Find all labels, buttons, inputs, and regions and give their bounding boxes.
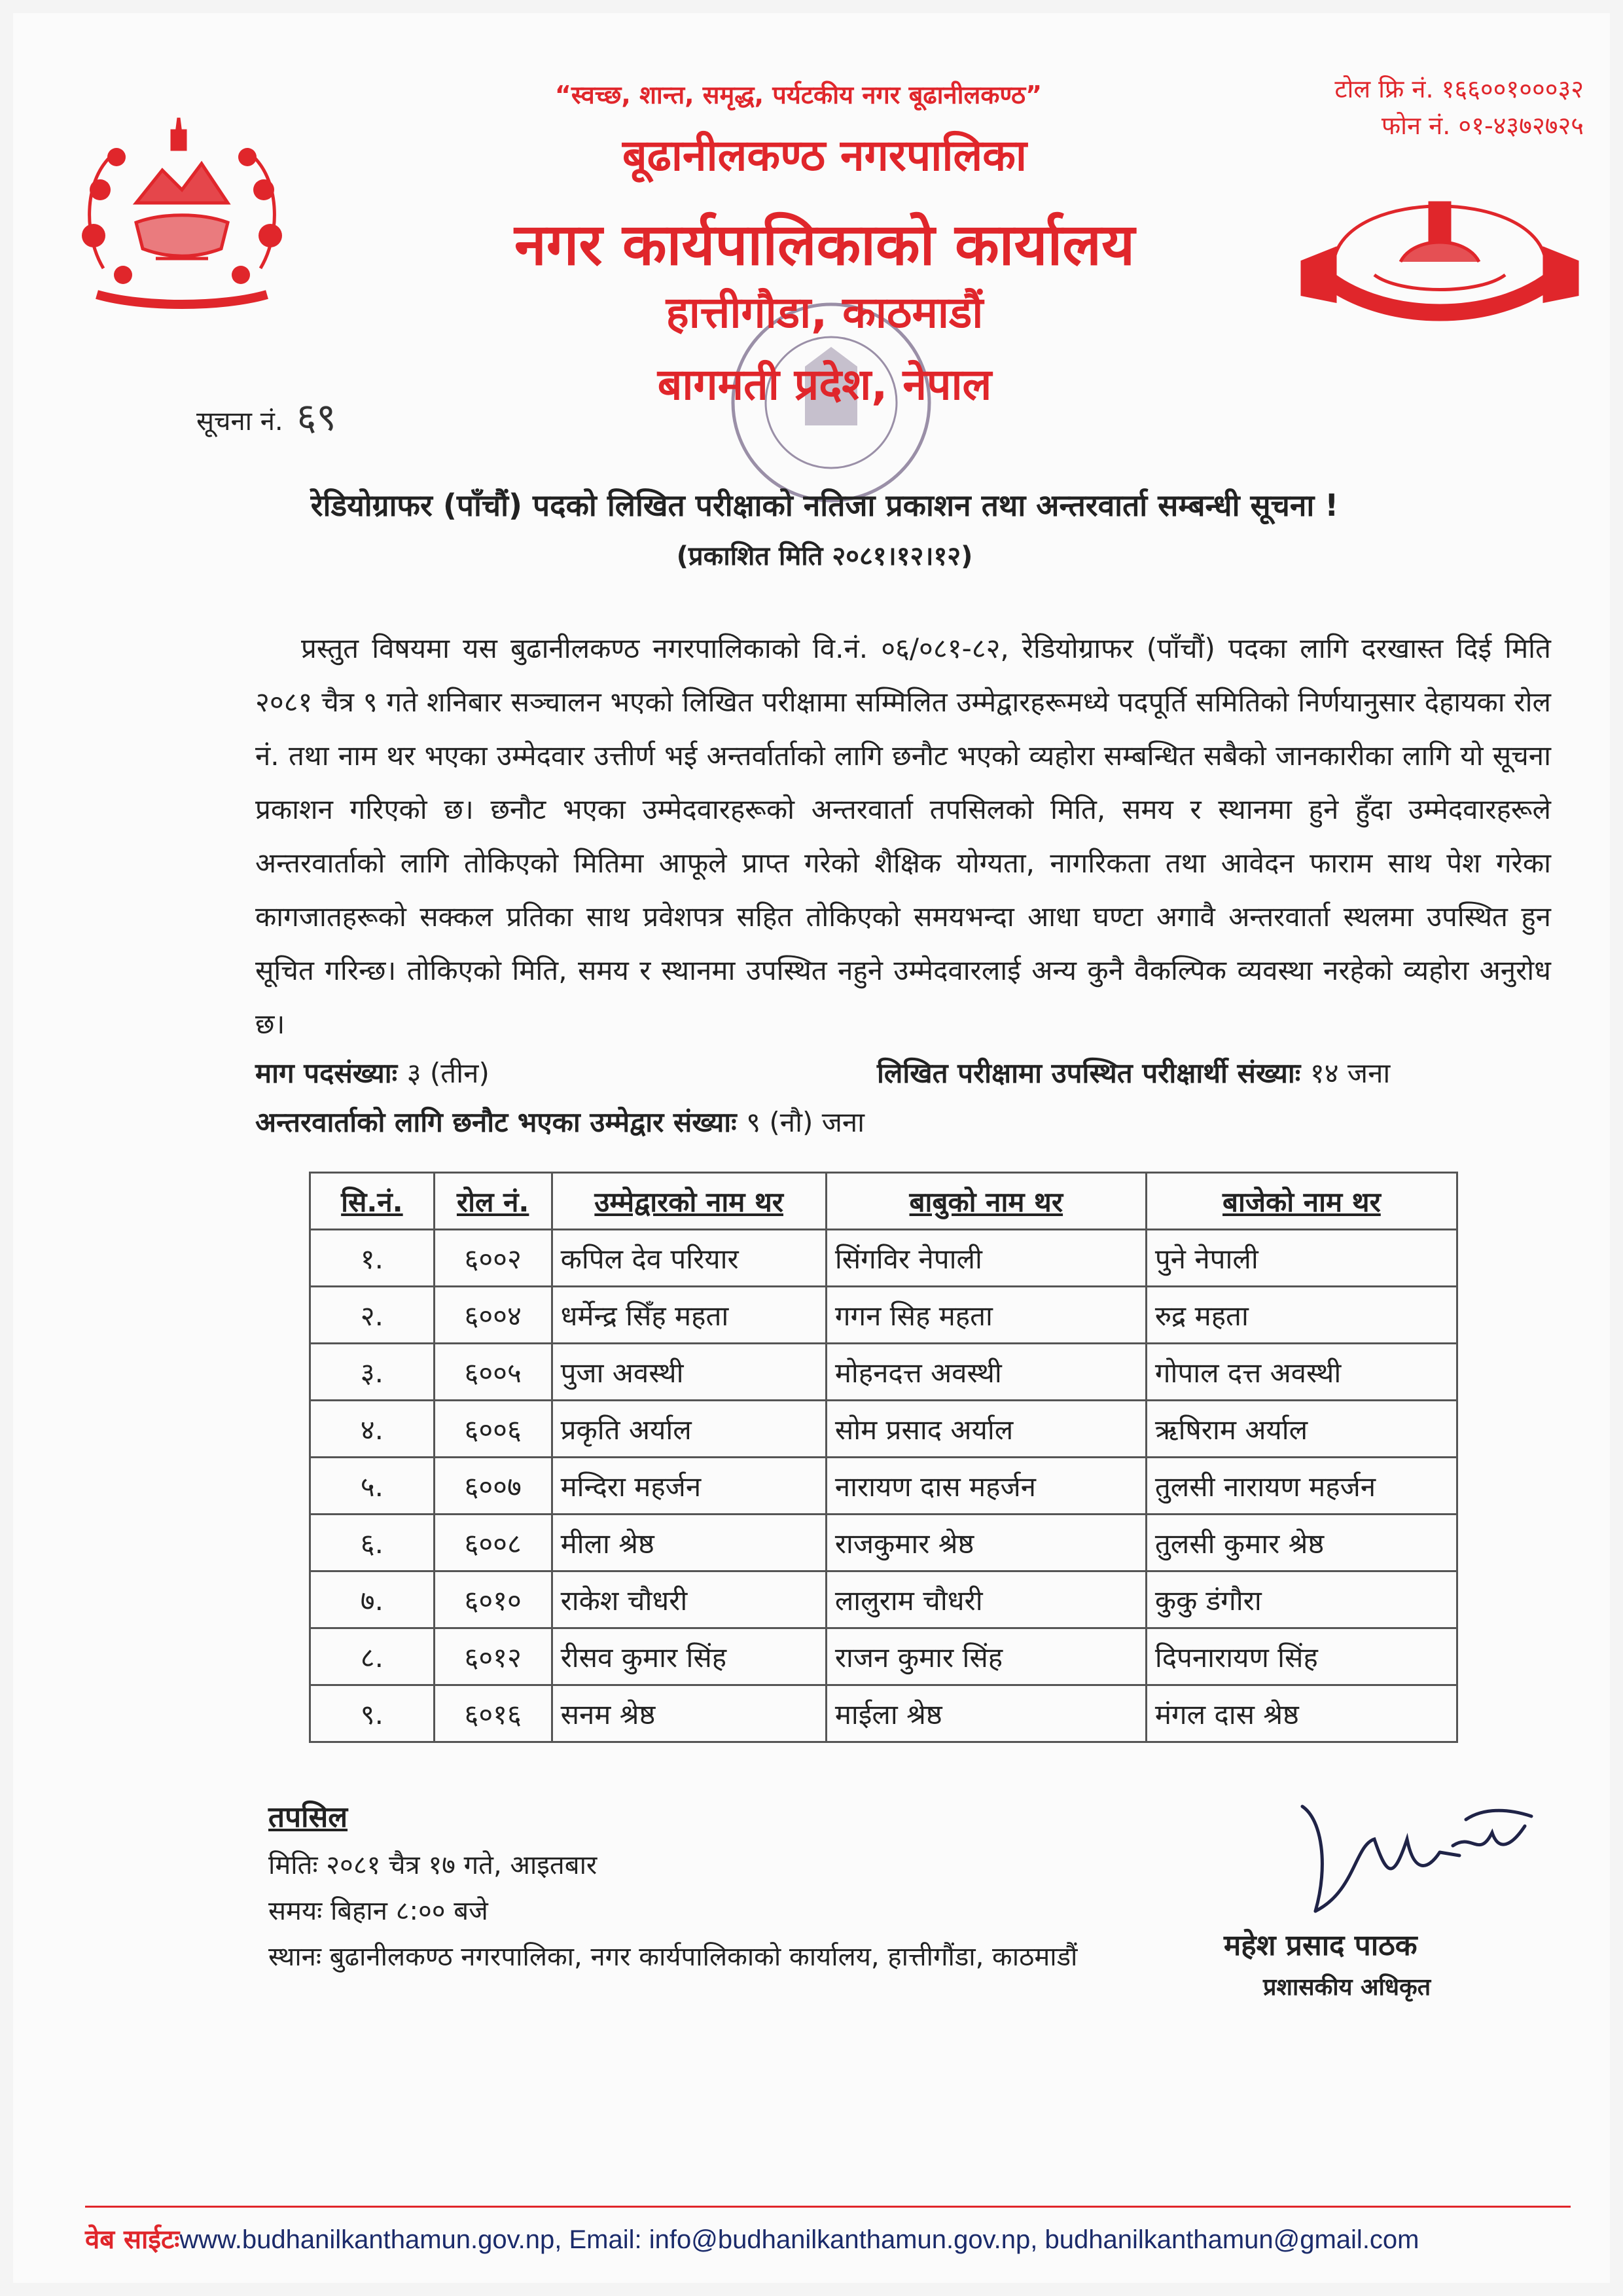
office-name: नगर कार्यपालिकाको कार्यालय — [514, 211, 1135, 278]
table-header-row — [310, 1173, 1457, 1230]
candidate-name-cell: मीला श्रेष्ठ — [552, 1515, 826, 1571]
table-row — [310, 1344, 1457, 1401]
office-address: हात्तीगौडा, काठमाडौं — [666, 287, 984, 338]
serial-cell: २. — [310, 1287, 435, 1344]
father-name-cell: गगन सिह महता — [826, 1287, 1146, 1344]
grandfather-name-cell: दिपनारायण सिंह — [1146, 1628, 1457, 1685]
notice-number-label: सूचना नं. — [196, 406, 283, 437]
father-name-cell: नारायण दास महर्जन — [826, 1458, 1146, 1515]
table-row — [310, 1515, 1457, 1571]
table-row — [310, 1685, 1457, 1742]
grandfather-name-cell: ऋषिराम अर्याल — [1146, 1401, 1457, 1458]
column-header: रोल नं. — [434, 1173, 552, 1230]
column-header: बाजेको नाम थर — [1146, 1173, 1457, 1230]
candidate-name-cell: मन्दिरा महर्जन — [552, 1458, 826, 1515]
table-row — [310, 1458, 1457, 1515]
father-name-cell: राजन कुमार सिंह — [826, 1628, 1146, 1685]
father-name-cell: माईला श्रेष्ठ — [826, 1685, 1146, 1742]
municipality-name: बूढानीलकण्ठ नगरपालिका — [622, 130, 1027, 181]
table-body — [310, 1230, 1457, 1742]
grandfather-name-cell: तुलसी नारायण महर्जन — [1146, 1458, 1457, 1515]
roll-number-cell: ६००४ — [434, 1287, 552, 1344]
father-name-cell: मोहनदत्त अवस्थी — [826, 1344, 1146, 1401]
roll-number-cell: ६०१० — [434, 1571, 552, 1628]
column-header: सि.नं. — [310, 1173, 435, 1230]
candidate-name-cell: राकेश चौधरी — [552, 1571, 826, 1628]
father-name-cell: लालुराम चौधरी — [826, 1571, 1146, 1628]
municipality-logo-icon — [1296, 164, 1584, 360]
table-row — [310, 1230, 1457, 1287]
serial-cell: ९. — [310, 1685, 435, 1742]
serial-cell: ६. — [310, 1515, 435, 1571]
roll-number-cell: ६००८ — [434, 1515, 552, 1571]
grandfather-name-cell: तुलसी कुमार श्रेष्ठ — [1146, 1515, 1457, 1571]
schedule-time: समयः बिहान ८:०० बजे — [268, 1896, 488, 1926]
candidate-name-cell: सनम श्रेष्ठ — [552, 1685, 826, 1742]
notice-subject: रेडियोग्राफर (पाँचौं) पदको लिखित परीक्षाको नतिजा प्रकाशन तथा अन्तरवार्ता सम्बन्धी सूचना ! — [310, 488, 1339, 523]
appeared-count-value: १४ जना — [1310, 1057, 1391, 1089]
column-header: बाबुको नाम थर — [826, 1173, 1146, 1230]
appeared-count — [877, 1054, 1390, 1091]
notice-number — [196, 389, 336, 441]
province-name: बागमती प्रदेश, नेपाल — [657, 359, 992, 410]
signatory-role: प्रशासकीय अधिकृत — [1263, 1974, 1431, 2001]
shortlisted-count — [255, 1103, 865, 1140]
serial-cell: ८. — [310, 1628, 435, 1685]
roll-number-cell: ६००७ — [434, 1458, 552, 1515]
grandfather-name-cell: मंगल दास श्रेष्ठ — [1146, 1685, 1457, 1742]
nepal-emblem-icon — [64, 105, 300, 327]
footer-divider — [85, 2206, 1571, 2208]
handwritten-signature-icon — [1276, 1780, 1551, 1931]
results-table — [309, 1172, 1458, 1743]
roll-number-cell: ६००५ — [434, 1344, 552, 1401]
toll-free-number: टोल फ्रि नं. १६६००१०००३२ — [1334, 75, 1584, 103]
table-row — [310, 1628, 1457, 1685]
posts-count-label: माग पदसंख्याः — [255, 1057, 398, 1089]
contact-info — [1243, 71, 1584, 144]
slogan: “स्वच्छ, शान्त, समृद्ध, पर्यटकीय नगर बूढानीलकण्ठ” — [554, 81, 1043, 109]
shortlisted-count-value: ९ (नौ) जना — [746, 1106, 865, 1138]
table-row — [310, 1571, 1457, 1628]
candidate-name-cell: कपिल देव परियार — [552, 1230, 826, 1287]
column-header: उम्मेद्वारको नाम थर — [552, 1173, 826, 1230]
schedule-title: तपसिल — [268, 1801, 348, 1834]
candidate-name-cell: पुजा अवस्थी — [552, 1344, 826, 1401]
candidate-name-cell: रीसव कुमार सिंह — [552, 1628, 826, 1685]
roll-number-cell: ६०१६ — [434, 1685, 552, 1742]
roll-number-cell: ६००२ — [434, 1230, 552, 1287]
father-name-cell: सोम प्रसाद अर्याल — [826, 1401, 1146, 1458]
footer-label: वेब साईटः — [85, 2225, 180, 2255]
serial-cell: ५. — [310, 1458, 435, 1515]
notice-body-text: प्रस्तुत विषयमा यस बुढानीलकण्ठ नगरपालिकाको वि.नं. ०६/०८१-८२, रेडियोग्राफर (पाँचौं) पदका लागि दरखास्त दिई मिति २०८१ चैत्र ९ गते शनिबार सञ्चालन भएको लिखित परीक्षामा सम्मिलित उम्मेद्वारहरूमध्ये पदपूर्ति समितिको निर्णयानुसार देहायका रोल नं. तथा नाम थर भएका उम्मेदवार उत्तीर्ण भई अन्तर्वार्ताको लागि छनौट भएको व्यहोरा सम्बन्धित सबैको जानकारीका लागि यो सूचना प्रकाशन गरिएको छ। छनौट भएका उम्मेदवारहरूको अन्तरवार्ता तपसिलको मिति, समय र स्थानमा हुने हुँदा उम्मेदवारहरूले अन्तरवार्ताको लागि तोकिएको मितिमा आफूले प्राप्त गरेको शैक्षिक योग्यता, नागरिकता तथा आवेदन फाराम साथ पेश गरेका कागजातहरूको सक्कल प्रतिका साथ प्रवेशपत्र सहित तोकिएको समयभन्दा आधा घण्टा अगावै अन्तरवार्ता स्थलमा उपस्थित हुन सूचित गरिन्छ। तोकिएको मिति, समय र स्थानमा उपस्थित नहुने उम्मेदवारलाई अन्य कुनै वैकल्पिक व्यवस्था नरहेको व्यहोरा अनुरोध छ। — [255, 632, 1551, 1040]
serial-cell: ४. — [310, 1401, 435, 1458]
father-name-cell: राजकुमार श्रेष्ठ — [826, 1515, 1146, 1571]
published-date: (प्रकाशित मिति २०८१।१२।१२) — [676, 541, 973, 571]
candidate-name-cell: प्रकृति अर्याल — [552, 1401, 826, 1458]
roll-number-cell: ६००६ — [434, 1401, 552, 1458]
shortlisted-count-label: अन्तरवार्ताको लागि छनौट भएका उम्मेद्वार संख्याः — [255, 1106, 737, 1138]
footer-links[interactable]: www.budhanilkanthamun.gov.np, Email: info@budhanilkanthamun.gov.np, budhanilkanthamun@gmail.com — [179, 2225, 1419, 2254]
grandfather-name-cell: रुद्र महता — [1146, 1287, 1457, 1344]
footer — [85, 2220, 1571, 2256]
grandfather-name-cell: पुने नेपाली — [1146, 1230, 1457, 1287]
grandfather-name-cell: गोपाल दत्त अवस्थी — [1146, 1344, 1457, 1401]
candidate-name-cell: धर्मेन्द्र सिँह महता — [552, 1287, 826, 1344]
schedule-place: स्थानः बुढानीलकण्ठ नगरपालिका, नगर कार्यपालिकाको कार्यालय, हात्तीगौंडा, काठमाडौं — [268, 1942, 1078, 1972]
serial-cell: १. — [310, 1230, 435, 1287]
posts-count-value: ३ (तीन) — [406, 1057, 490, 1089]
phone-number: फोन नं. ०१-४३७२७२५ — [1381, 111, 1584, 140]
schedule-date: मितिः २०८१ चैत्र १७ गते, आइतबार — [268, 1850, 597, 1880]
document-page — [13, 13, 1610, 2283]
grandfather-name-cell: कुकु डंगौरा — [1146, 1571, 1457, 1628]
notice-body — [255, 622, 1551, 1051]
appeared-count-label: लिखित परीक्षामा उपस्थित परीक्षार्थी संख्याः — [877, 1057, 1301, 1089]
serial-cell: ३. — [310, 1344, 435, 1401]
serial-cell: ७. — [310, 1571, 435, 1628]
father-name-cell: सिंगविर नेपाली — [826, 1230, 1146, 1287]
signatory-name: महेश प्रसाद पाठक — [1224, 1929, 1418, 1962]
notice-number-value: ६९ — [296, 395, 336, 439]
table-row — [310, 1287, 1457, 1344]
table-row — [310, 1401, 1457, 1458]
posts-count — [255, 1054, 490, 1091]
roll-number-cell: ६०१२ — [434, 1628, 552, 1685]
